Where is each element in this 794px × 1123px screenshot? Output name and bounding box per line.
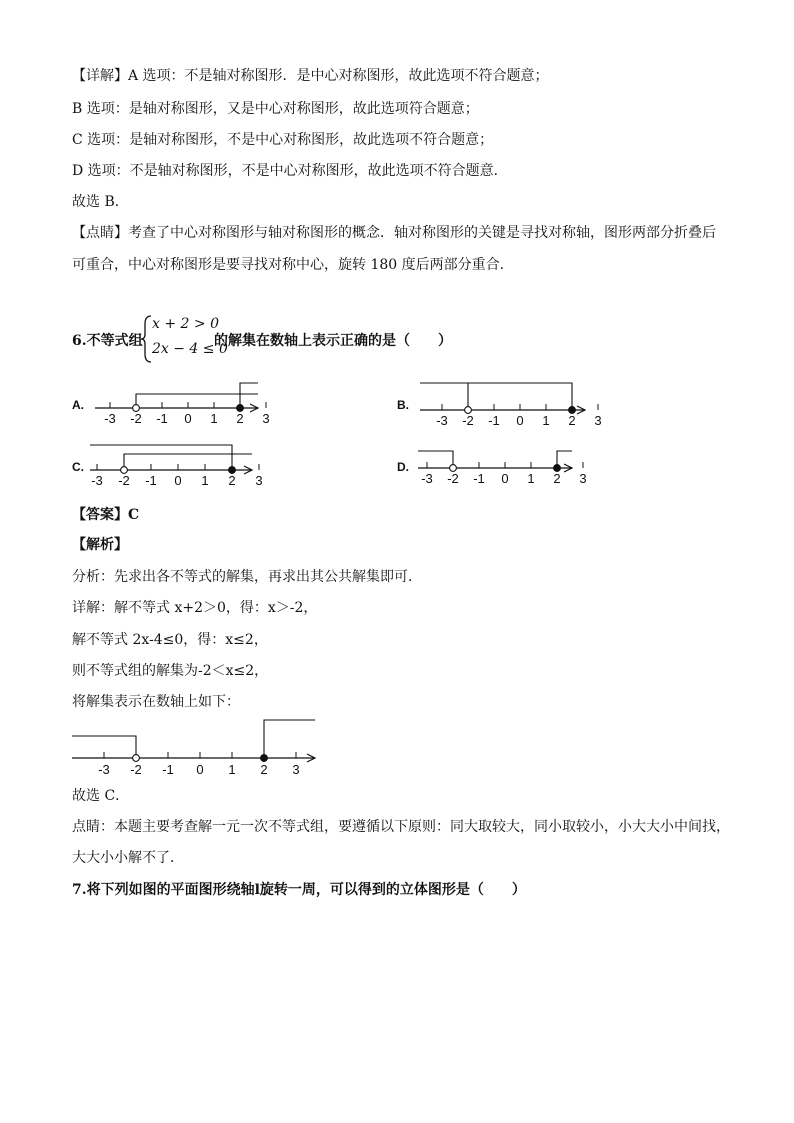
tick-label: 3	[292, 762, 300, 777]
open-point	[133, 755, 140, 762]
inequality-2: 2x − 4 ≤ 0	[152, 341, 228, 357]
tick-label: -1	[473, 471, 485, 486]
number-line-group	[72, 720, 315, 777]
explanation-line-5: 故选 B．	[72, 194, 129, 210]
option-c-label[interactable]: C.	[72, 460, 84, 474]
tick-label: 3	[262, 411, 270, 426]
tick-label: -2	[130, 411, 142, 426]
tick-label: -2	[130, 762, 142, 777]
tick-label: 2	[553, 471, 561, 486]
analysis-line-1: 分析：先求出各不等式的解集，再求出其公共解集即可．	[72, 569, 422, 585]
tick-label: 2	[236, 411, 244, 426]
tick-label: -2	[462, 413, 474, 428]
tick-label: 1	[210, 411, 218, 426]
option-d-label[interactable]: D.	[397, 460, 409, 474]
question-6-suffix: 的解集在数轴上表示正确的是（ ）	[214, 333, 452, 349]
analysis-line-2: 详解：解不等式 x+2＞0，得：x＞-2，	[72, 600, 318, 616]
explanation-line-3: C 选项：是轴对称图形，不是中心对称图形，故此选项不符合题意；	[72, 132, 494, 148]
tick-label: 2	[228, 473, 236, 488]
comment-line-1: 【点睛】考查了中心对称图形与轴对称图形的概念．轴对称图形的关键是寻找对称轴，图形两部分折叠后	[72, 225, 716, 241]
explanation-line-2: B 选项：是轴对称图形，又是中心对称图形，故此选项符合题意；	[72, 101, 479, 117]
tick-label: -2	[447, 471, 459, 486]
tick-label: 0	[516, 413, 524, 428]
ray-right	[264, 720, 315, 758]
tick-label: 0	[501, 471, 509, 486]
closed-point	[261, 755, 268, 762]
tick-label: 1	[201, 473, 209, 488]
tick-label: 0	[184, 411, 192, 426]
tick-label: -3	[98, 762, 110, 777]
comment-line-4: 大大小小解不了．	[72, 850, 184, 866]
analysis-line-3: 解不等式 2x-4≤0，得：x≤2，	[72, 632, 268, 648]
tick-label: 1	[527, 471, 535, 486]
explanation-line-4: D 选项：不是轴对称图形，不是中心对称图形，故此选项不符合题意．	[72, 163, 508, 179]
tick-label: -1	[156, 411, 168, 426]
tick-label: -1	[162, 762, 174, 777]
analysis-line-4: 则不等式组的解集为-2＜x≤2，	[72, 663, 269, 679]
comment-line-2: 可重合，中心对称图形是要寻找对称中心，旋转 180 度后两部分重合．	[72, 257, 514, 273]
option-a-label[interactable]: A.	[72, 398, 84, 412]
inequality-1: x + 2 > 0	[152, 316, 219, 332]
tick-label: 0	[174, 473, 182, 488]
option-b-label[interactable]: B.	[397, 398, 409, 412]
tick-label: 3	[255, 473, 263, 488]
tick-label: -3	[91, 473, 103, 488]
tick-label: 3	[579, 471, 587, 486]
analysis-title: 【解析】	[72, 537, 128, 553]
tick-label: 0	[196, 762, 204, 777]
comment-line-3: 点睛：本题主要考查解一元一次不等式组，要遵循以下原则：同大取较大，同小取较小，小大大小中间找，	[72, 819, 730, 835]
tick-label: 2	[568, 413, 576, 428]
analysis-line-5: 将解集表示在数轴上如下：	[72, 694, 240, 710]
tick-label: -2	[118, 473, 130, 488]
answer-line: 【答案】C	[72, 507, 140, 523]
analysis-line-6: 故选 C．	[72, 788, 130, 804]
tick-label: -1	[488, 413, 500, 428]
question-7: 7.将下列如图的平面图形绕轴l旋转一周，可以得到的立体图形是（ ）	[72, 882, 526, 898]
tick-label: -1	[145, 473, 157, 488]
question-6-prefix: 6.不等式组	[72, 333, 143, 349]
tick-label: -3	[421, 471, 433, 486]
tick-label: 2	[260, 762, 268, 777]
explanation-line-1: 【详解】A 选项：不是轴对称图形．是中心对称图形，故此选项不符合题意；	[72, 68, 549, 84]
tick-label: -3	[104, 411, 116, 426]
tick-label: 1	[228, 762, 236, 777]
tick-label: 1	[542, 413, 550, 428]
tick-label: 3	[594, 413, 602, 428]
tick-label: -3	[436, 413, 448, 428]
